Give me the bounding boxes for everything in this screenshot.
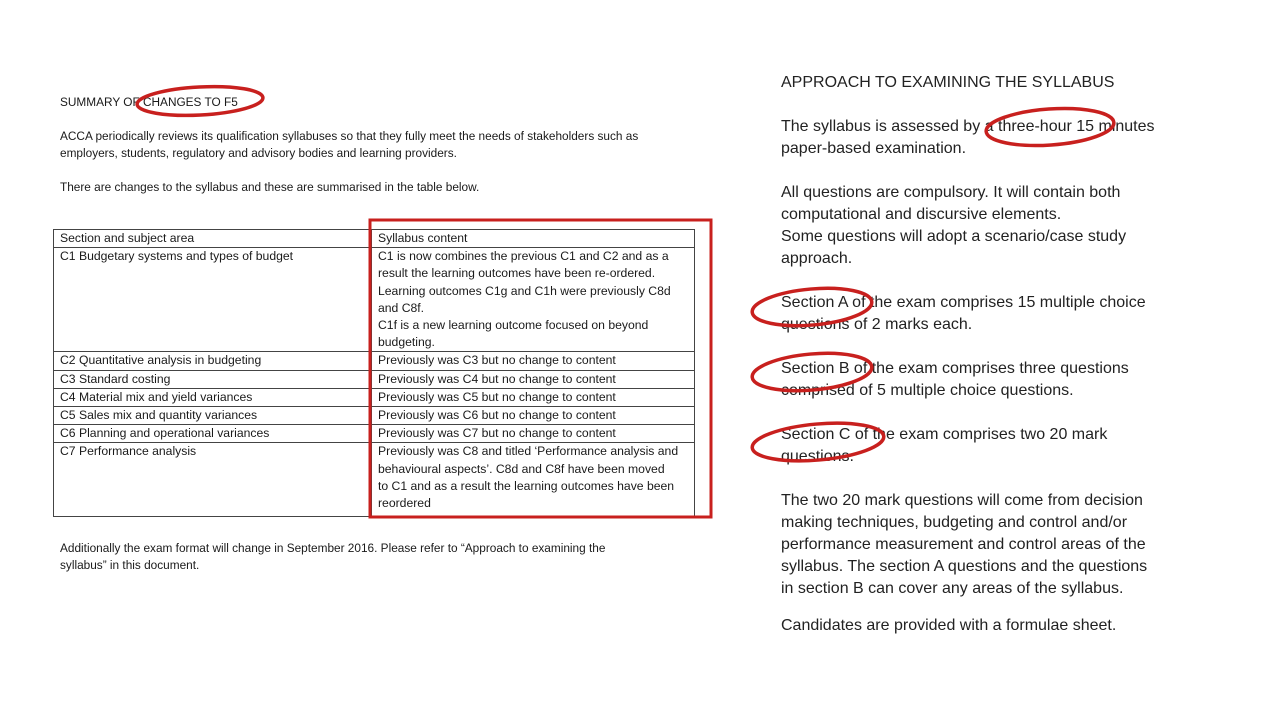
table-row [54,248,695,352]
content-line: Previously was C4 but no change to content [378,371,616,386]
content-line: reordered [378,496,431,511]
table-intro: There are changes to the syllabus and these are summarised in the table below. [60,180,480,194]
header-section: Section and subject area [54,230,372,248]
paragraph-line: approach. [781,250,853,267]
content-cell [372,352,695,370]
paragraph-line: Section C of the exam comprises two 20 mark [781,426,1108,443]
intro-line: ACCA periodically reviews its qualification syllabuses so that they fully meet the needs of stakeholders such as [60,129,639,143]
summary-title: SUMMARY OF CHANGES TO F5 [60,95,238,109]
paragraph-line: in section B can cover any areas of the syllabus. [781,580,1124,597]
paragraph-line: paper-based examination. [781,140,967,157]
footer-line: Additionally the exam format will change in September 2016. Please refer to “Approach to examining the [60,541,606,555]
paragraph-line: Section B of the exam comprises three questions [781,360,1129,377]
paragraph-line: Section A of the exam comprises 15 multiple choice [781,294,1146,311]
content-line: result the learning outcomes have been re-ordered. [378,266,656,281]
header-content: Syllabus content [372,230,695,248]
paragraph-line: syllabus. The section A questions and the questions [781,558,1148,575]
paragraph-line: Some questions will adopt a scenario/case study [781,228,1127,245]
approach-title: APPROACH TO EXAMINING THE SYLLABUS [781,74,1115,91]
paragraph-line: All questions are compulsory. It will contain both [781,184,1121,201]
table-row [54,443,695,517]
paragraph-line: The syllabus is assessed by a three-hour 15 minutes [781,118,1155,135]
paragraph-line: Candidates are provided with a formulae sheet. [781,617,1117,634]
paragraph-line: computational and discursive elements. [781,206,1062,223]
content-line: and C8f. [378,300,425,315]
content-cell [372,370,695,388]
section-cell: C2 Quantitative analysis in budgeting [54,352,372,370]
paragraph-line: making techniques, budgeting and control and/or [781,514,1128,531]
content-cell [372,388,695,406]
content-line: Previously was C6 but no change to content [378,408,616,423]
content-line: behavioural aspects’. C8d and C8f have been moved [378,461,665,476]
content-line: Learning outcomes C1g and C1h were previously C8d [378,283,671,298]
paragraph-line: The two 20 mark questions will come from decision [781,492,1143,509]
intro-line: employers, students, regulatory and advisory bodies and learning providers. [60,146,457,160]
section-cell: C7 Performance analysis [54,443,372,517]
table-row [54,425,695,443]
content-cell [372,248,695,352]
paragraph-line: performance measurement and control areas of the [781,536,1146,553]
paragraph-line: questions. [781,448,854,465]
table-row [54,407,695,425]
content-cell [372,443,695,517]
content-line: budgeting. [378,335,435,350]
content-line: C1 is now combines the previous C1 and C2 and as a [378,249,669,264]
content-line: Previously was C8 and titled ‘Performance analysis and [378,444,679,459]
table-row [54,388,695,406]
paragraph-line: questions of 2 marks each. [781,316,973,333]
content-line: C1f is a new learning outcome focused on beyond [378,318,649,333]
section-cell: C6 Planning and operational variances [54,425,372,443]
paragraph-line: comprised of 5 multiple choice questions. [781,382,1074,399]
content-line: Previously was C3 but no change to content [378,353,616,368]
table-row [54,352,695,370]
table-header-row [54,230,695,248]
section-cell: C4 Material mix and yield variances [54,388,372,406]
content-line: to C1 and as a result the learning outcomes have been [378,478,675,493]
section-cell: C1 Budgetary systems and types of budget [54,248,372,352]
content-cell [372,407,695,425]
section-cell: C3 Standard costing [54,370,372,388]
footer-line: syllabus” in this document. [60,558,200,572]
content-line: Previously was C5 but no change to content [378,389,616,404]
content-line: Previously was C7 but no change to content [378,426,616,441]
changes-table [53,229,695,517]
section-cell: C5 Sales mix and quantity variances [54,407,372,425]
content-cell [372,425,695,443]
table-row [54,370,695,388]
